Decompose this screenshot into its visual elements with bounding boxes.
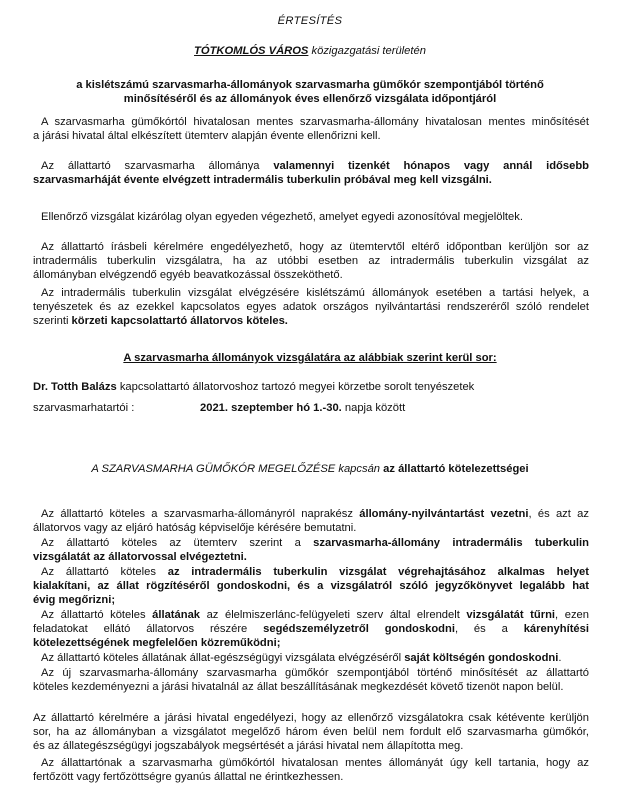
area-subtitle bbox=[0, 44, 620, 58]
text-run: Az állattartó köteles az ütemterv szerint a bbox=[41, 537, 314, 549]
paragraph-line bbox=[33, 550, 589, 564]
bold-run: szarvasmarha-állomány intradermális tuberkulin bbox=[313, 537, 589, 549]
paragraph-line: Az állattartónak a szarvasmarha gümőkórtól hivatalosan mentes állományát úgy kell tartania, hogy az bbox=[41, 757, 589, 769]
bold-run: az intradermális tuberkulin vizsgálat végrehajtásához alkalmas helyet bbox=[167, 566, 589, 578]
text-run: , és a bbox=[454, 623, 524, 635]
text-run: Az állattartó köteles bbox=[41, 566, 168, 578]
paragraph-line: sor, ha az állományban a vizsgálatot megelőző három éven belül nem fordult elő szarvasmarha gümőkór, bbox=[33, 726, 589, 738]
paragraph-line: intradermális tuberkulin vizsgálatra, ha az utóbbi esetben az intradermális tuberkulin vizsgálat az bbox=[33, 255, 589, 267]
bold-run: vizsgálatát tűrni bbox=[466, 609, 556, 621]
obligation-6 bbox=[33, 666, 589, 694]
farmers-label: szarvasmarhatartói : bbox=[33, 402, 135, 414]
paragraph-line: és az állategészségügyi jogszabályok megsértését a járási hivatal nem állapította meg. bbox=[33, 740, 464, 752]
obligations-heading-part: kapcsán bbox=[335, 463, 384, 475]
paragraph-3: Ellenőrző vizsgálat kizárólag olyan egyeden végezhető, amelyet egyedi azonosítóval megjelöltek. bbox=[41, 211, 523, 223]
paragraph-line: Az állattartó írásbeli kérelmére engedélyezhető, hogy az ütemtervtől eltérő időpontban kerüljön sor az bbox=[41, 241, 589, 253]
text-run: szerinti bbox=[33, 315, 72, 327]
text-run: az élelmiszerlánc-felügyeleti szerv által elrendelt bbox=[200, 609, 467, 621]
paragraph-line: Az állattartó kérelmére a járási hivatal engedélyezi, hogy az ellenőrző vizsgálatokra csak kétévente kerüljön bbox=[33, 712, 589, 724]
text-run: Az állattartó köteles bbox=[41, 609, 153, 621]
notice-title: ÉRTESÍTÉS bbox=[277, 15, 343, 27]
paragraph-line: Az új szarvasmarha-állomány szarvasmarha gümőkór szempontjából történő minősítését az állattartó bbox=[41, 667, 589, 679]
paragraph-line: köteles kezdeményezni a járási hivatalnál az állat beszállításának megkezdését követő tizenöt napon belül. bbox=[33, 681, 564, 693]
paragraph-1 bbox=[33, 115, 589, 143]
paragraph-line bbox=[33, 314, 589, 328]
paragraph-line: fertőzött vagy fertőzöttségre gyanús állattal ne érintkezhessen. bbox=[33, 771, 344, 783]
obligation-3 bbox=[33, 565, 589, 607]
paragraph-line bbox=[33, 579, 589, 593]
area-suffix: közigazgatási területén bbox=[308, 45, 426, 57]
paragraph-line: a járási hivatal által elkészített ütemterv alapján évente ellenőrizni kell. bbox=[33, 130, 381, 142]
text-run: feladatokat ellátó állatorvos részére bbox=[33, 623, 264, 635]
date-suffix: napja között bbox=[341, 402, 406, 414]
paragraph-line bbox=[33, 593, 589, 607]
vet-line bbox=[33, 380, 474, 394]
paragraph-line: A szarvasmarha gümőkórtól hivatalosan mentes szarvasmarha-állomány hivatalosan mentes minősítését bbox=[41, 116, 589, 128]
schedule-line bbox=[33, 401, 134, 415]
text-run: Az állattartó köteles állatának állat-egészségügyi vizsgálata elvégzéséről bbox=[41, 652, 405, 664]
bold-run: kárenyhítési bbox=[523, 623, 589, 635]
bold-run: segédszemélyzetről gondoskodni bbox=[263, 623, 455, 635]
obligations-heading-part: az állattartó kötelezettségei bbox=[383, 463, 529, 475]
bold-run: vizsgálatát az állatorvossal elvégeztetni. bbox=[33, 551, 247, 563]
obligation-4 bbox=[33, 608, 589, 650]
paragraph-line bbox=[33, 622, 589, 636]
bold-run: saját költségén gondoskodni bbox=[404, 652, 559, 664]
notice-headline bbox=[60, 78, 560, 106]
paragraph-5 bbox=[33, 286, 589, 328]
bold-run: kialakítani, az állat rögzítéséről gondoskodni, és a vizsgálatról szóló jegyzőkönyvet legalább hat bbox=[33, 580, 589, 592]
bold-run: szarvasmarháját évente elvégzett intradermális tuberkulin próbával meg kell vizsgálni. bbox=[33, 174, 492, 186]
paragraph-line bbox=[33, 636, 589, 650]
bold-run: valamennyi tizenkét hónapos vagy annál idősebb bbox=[273, 160, 589, 172]
obligations-heading-part: A SZARVASMARHA GÜMŐKÓR MEGELŐZÉSE bbox=[91, 463, 336, 475]
obligation-5 bbox=[33, 651, 597, 665]
text-run: , ezen bbox=[555, 609, 589, 621]
paragraph-line bbox=[33, 507, 589, 521]
obligation-1 bbox=[33, 507, 589, 535]
bold-run: kötelezettségének megfelelően közreműködni; bbox=[33, 637, 281, 649]
obligations-heading bbox=[0, 462, 620, 476]
paragraph-line bbox=[33, 536, 589, 550]
vet-description: kapcsolattartó állatorvoshoz tartozó megyei körzetbe sorolt tenyészetek bbox=[116, 381, 475, 393]
bold-run: állomány-nyilvántartást vezetni bbox=[359, 508, 529, 520]
bold-run: állatának bbox=[152, 609, 201, 621]
schedule-date bbox=[200, 401, 405, 415]
bold-run: körzeti kapcsolattartó állatorvos köteles. bbox=[71, 315, 288, 327]
text-run: Az állattartó szarvasmarha állománya bbox=[41, 160, 274, 172]
final-paragraph-2 bbox=[33, 756, 589, 784]
paragraph-line bbox=[33, 159, 589, 173]
paragraph-line bbox=[33, 173, 589, 187]
headline-line-1: a kislétszámú szarvasmarha-állományok szarvasmarha gümőkór szempontjából történő bbox=[76, 79, 544, 91]
paragraph-line: tenyészetek és az ezekkel kapcsolatos egyes adatok országos nyilvántartási rendszeréről szóló rendelet bbox=[33, 301, 589, 313]
bold-run: évig megőrizni; bbox=[33, 594, 116, 606]
vet-name: Dr. Totth Balázs bbox=[33, 381, 117, 393]
paragraph-4 bbox=[33, 240, 589, 282]
paragraph-line: állományban elvégzendő egyéb beavatkozással összeköthető. bbox=[33, 269, 343, 281]
date-range: 2021. szeptember hó 1.-30. bbox=[200, 402, 342, 414]
paragraph-line: Az intradermális tuberkulin vizsgálat elvégzésére kislétszámú állományok esetében a tartási helyek, a bbox=[41, 287, 589, 299]
text-run: . bbox=[558, 652, 562, 664]
schedule-heading: A szarvasmarha állományok vizsgálatára az alábbiak szerint kerül sor: bbox=[123, 352, 497, 364]
paragraph-line bbox=[33, 608, 589, 622]
headline-line-2: minősítéséről és az állományok éves ellenőrző vizsgálata időpontjáról bbox=[123, 93, 497, 105]
paragraph-line: állatorvos vagy az eljáró hatóság képviselője kérésére bemutatni. bbox=[33, 522, 357, 534]
paragraph-2 bbox=[33, 159, 589, 187]
paragraph-line bbox=[33, 565, 589, 579]
city-name: TÓTKOMLÓS VÁROS bbox=[194, 45, 309, 57]
final-paragraph-1 bbox=[33, 711, 589, 753]
obligation-2 bbox=[33, 536, 589, 564]
text-run: , és azt az bbox=[528, 508, 589, 520]
text-run: Az állattartó köteles a szarvasmarha-állományról naprakész bbox=[41, 508, 360, 520]
